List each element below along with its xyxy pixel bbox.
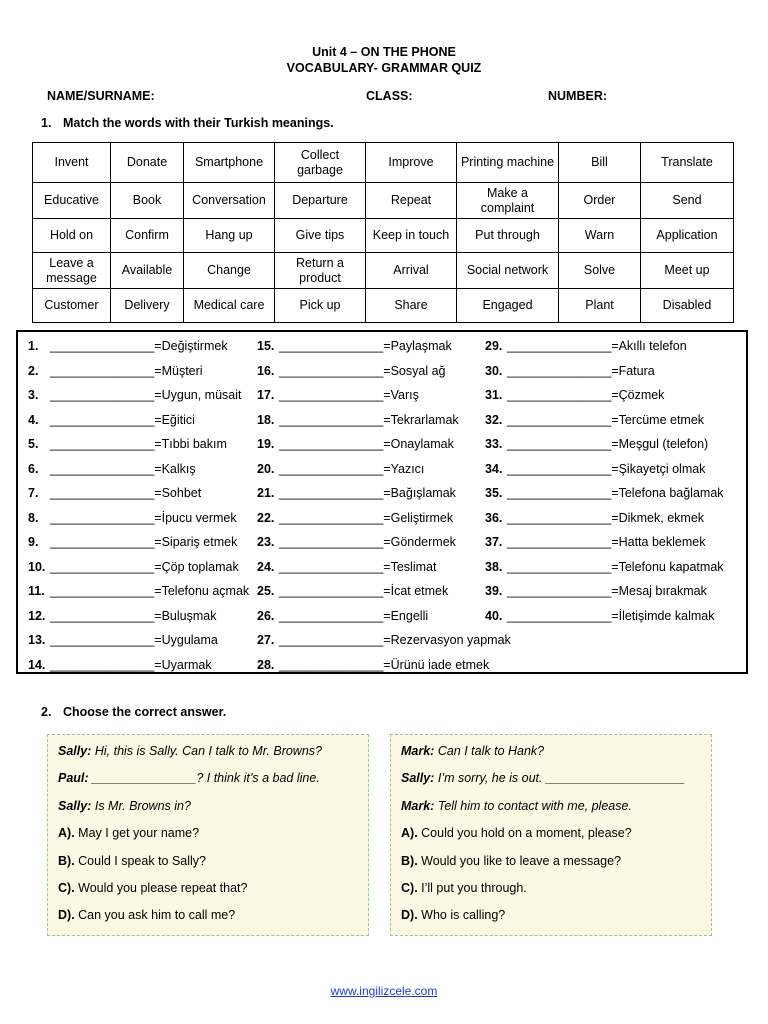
word-cell: Share <box>366 289 457 323</box>
word-cell: Printing machine <box>457 143 559 183</box>
answer-item <box>257 655 511 680</box>
answer-column-3 <box>485 336 724 630</box>
answer-blank[interactable]: _______________= <box>50 486 162 500</box>
word-cell: Meet up <box>641 253 734 289</box>
answer-option[interactable] <box>401 876 711 903</box>
dialog-line <box>58 739 368 766</box>
option-label: D). <box>58 908 75 923</box>
word-cell: Educative <box>33 183 111 219</box>
answer-number: 35. <box>485 486 503 500</box>
answer-number: 29. <box>485 339 503 353</box>
answer-column-1 <box>28 336 249 679</box>
speaker-name: Mark: <box>401 798 435 813</box>
word-cell: Customer <box>33 289 111 323</box>
answer-number: 4. <box>28 412 39 427</box>
question-2-number: 2. <box>41 705 52 719</box>
answer-item <box>28 606 249 631</box>
answer-blank[interactable]: _______________= <box>507 363 619 378</box>
answer-blank[interactable]: _______________= <box>279 412 391 427</box>
turkish-meaning: Telefonu kapatmak <box>618 559 724 574</box>
answer-item <box>485 557 724 582</box>
answer-blank[interactable]: _______________= <box>50 559 162 574</box>
turkish-meaning: Paylaşmak <box>390 339 452 353</box>
answer-item <box>257 581 511 606</box>
word-cell: Keep in touch <box>366 219 457 253</box>
name-surname-label: NAME/SURNAME: <box>47 89 155 103</box>
option-text: Would you like to leave a message? <box>421 853 622 868</box>
answer-number: 40. <box>485 608 503 623</box>
answer-blank[interactable]: _______________= <box>50 510 162 525</box>
word-cell: Put through <box>457 219 559 253</box>
word-cell: Conversation <box>184 183 275 219</box>
answer-blank[interactable]: _______________= <box>279 339 391 353</box>
answer-column-2 <box>257 336 511 679</box>
word-cell: Application <box>641 219 734 253</box>
answer-number: 24. <box>257 559 275 574</box>
answer-number: 33. <box>485 437 503 451</box>
dialog-text: I’m sorry, he is out. ____________________ <box>437 771 686 786</box>
vocabulary-word-table <box>32 142 734 323</box>
turkish-meaning: Varış <box>390 388 419 402</box>
answer-item <box>485 483 724 508</box>
answer-number: 23. <box>257 535 275 549</box>
turkish-meaning: Geliştirmek <box>390 510 454 525</box>
dialog-line <box>401 794 711 821</box>
answer-item <box>28 557 249 582</box>
option-text: May I get your name? <box>78 826 200 841</box>
turkish-meaning: Çözmek <box>618 388 665 402</box>
turkish-meaning: Müşteri <box>161 363 203 378</box>
word-cell: Repeat <box>366 183 457 219</box>
word-cell: Warn <box>559 219 641 253</box>
answer-item <box>485 410 724 435</box>
answer-number: 2. <box>28 363 39 378</box>
turkish-meaning: Fatura <box>618 363 655 378</box>
turkish-meaning: Uygulama <box>161 633 218 647</box>
answer-option[interactable] <box>58 876 368 903</box>
answer-number: 8. <box>28 510 39 525</box>
answer-item <box>485 361 724 386</box>
option-text: Would you please repeat that? <box>78 880 248 895</box>
speaker-name: Mark: <box>401 744 435 758</box>
answer-number: 37. <box>485 535 503 549</box>
answer-item <box>257 483 511 508</box>
word-cell: Change <box>184 253 275 289</box>
word-cell: Smartphone <box>184 143 275 183</box>
turkish-meaning: İletişimde kalmak <box>618 608 715 623</box>
answer-number: 1. <box>28 339 39 353</box>
dialog-text: _______________? I think it’s a bad line. <box>92 771 320 786</box>
turkish-meaning: Bağışlamak <box>390 486 456 500</box>
answer-blank[interactable]: _______________= <box>507 608 619 623</box>
turkish-meaning: Dikmek, ekmek <box>618 510 705 525</box>
answer-item <box>28 532 249 557</box>
word-table-row <box>33 219 734 253</box>
answer-item <box>485 532 724 557</box>
website-link[interactable]: www.ingilizcele.com <box>330 984 438 998</box>
turkish-meaning: Eğitici <box>161 412 195 427</box>
option-label: D). <box>401 908 418 923</box>
dialog-line <box>58 766 368 793</box>
answer-blank[interactable]: _______________= <box>50 608 162 623</box>
speaker-name: Sally: <box>58 798 92 813</box>
speaker-name: Paul: <box>58 771 89 786</box>
answer-item <box>485 581 724 606</box>
answer-item <box>257 459 511 484</box>
answer-blank[interactable]: _______________= <box>279 461 391 476</box>
dialog-text: Is Mr. Browns in? <box>94 798 191 813</box>
answer-blank[interactable]: _______________= <box>50 657 162 672</box>
answer-item <box>257 434 511 459</box>
answer-option[interactable] <box>58 821 368 848</box>
answer-number: 20. <box>257 461 275 476</box>
answer-blank[interactable]: _______________= <box>507 461 619 476</box>
answer-blank[interactable]: _______________= <box>279 535 391 549</box>
answer-number: 18. <box>257 412 275 427</box>
option-text: Who is calling? <box>421 908 506 923</box>
answer-number: 15. <box>257 339 275 353</box>
answer-item <box>485 434 724 459</box>
quiz-title-subtitle: VOCABULARY- GRAMMAR QUIZ <box>286 61 482 75</box>
turkish-meaning: Yazıcı <box>390 461 425 476</box>
turkish-meaning: Tıbbi bakım <box>161 437 227 451</box>
answer-blank[interactable]: _______________= <box>279 486 391 500</box>
answer-item <box>28 655 249 680</box>
answer-blank[interactable]: _______________= <box>279 437 391 451</box>
answer-blank[interactable]: _______________= <box>50 461 162 476</box>
question-2-text: Choose the correct answer. <box>63 705 227 719</box>
answer-item <box>28 508 249 533</box>
word-cell: Book <box>111 183 184 219</box>
word-table-row <box>33 183 734 219</box>
turkish-meaning: Engelli <box>390 608 429 623</box>
answer-blank[interactable]: _______________= <box>507 535 619 549</box>
answer-item <box>28 630 249 655</box>
word-table-row <box>33 253 734 289</box>
turkish-meaning: Kalkış <box>161 461 196 476</box>
answer-number: 13. <box>28 633 46 647</box>
answer-blank[interactable]: _______________= <box>279 363 391 378</box>
answer-number: 14. <box>28 657 46 672</box>
answer-blank[interactable]: _______________= <box>507 339 619 353</box>
answer-blank[interactable]: _______________= <box>507 388 619 402</box>
answer-blank[interactable]: _______________= <box>279 633 391 647</box>
answer-blank[interactable]: _______________= <box>507 559 619 574</box>
answer-item <box>28 410 249 435</box>
answer-item <box>28 361 249 386</box>
word-cell: Improve <box>366 143 457 183</box>
word-cell: Delivery <box>111 289 184 323</box>
answer-item <box>485 508 724 533</box>
answer-number: 16. <box>257 363 275 378</box>
answer-blank[interactable]: _______________= <box>50 535 162 549</box>
turkish-meaning: Sosyal ağ <box>390 363 446 378</box>
answer-number: 19. <box>257 437 275 451</box>
answer-blank[interactable]: _______________= <box>50 412 162 427</box>
answer-blank[interactable]: _______________= <box>279 584 391 598</box>
option-text: Could I speak to Sally? <box>78 853 207 868</box>
answer-blank[interactable]: _______________= <box>279 388 391 402</box>
turkish-meaning: Değiştirmek <box>161 339 228 353</box>
option-label: B). <box>58 853 75 868</box>
turkish-meaning: Hatta beklemek <box>618 535 706 549</box>
answer-item <box>257 532 511 557</box>
answer-item <box>257 606 511 631</box>
turkish-meaning: Tekrarlamak <box>390 412 459 427</box>
dialog-line <box>58 794 368 821</box>
answer-blank[interactable]: _______________= <box>507 412 619 427</box>
answer-item <box>485 606 724 631</box>
answer-item <box>257 361 511 386</box>
answer-blank[interactable]: _______________= <box>279 608 391 623</box>
answer-number: 21. <box>257 486 275 500</box>
answer-item <box>485 385 724 410</box>
option-label: B). <box>401 853 418 868</box>
word-cell: Order <box>559 183 641 219</box>
word-cell: Give tips <box>275 219 366 253</box>
answer-number: 26. <box>257 608 275 623</box>
answer-number: 30. <box>485 363 503 378</box>
answer-item <box>485 459 724 484</box>
option-text: Could you hold on a moment, please? <box>421 826 632 841</box>
answer-item <box>28 336 249 361</box>
answer-item <box>485 336 724 361</box>
answer-number: 32. <box>485 412 503 427</box>
answer-number: 25. <box>257 584 275 598</box>
matching-answer-box <box>16 330 748 674</box>
word-cell: Invent <box>33 143 111 183</box>
answer-blank[interactable]: _______________= <box>507 584 619 598</box>
answer-item <box>28 385 249 410</box>
word-cell: Pick up <box>275 289 366 323</box>
answer-blank[interactable]: _______________= <box>50 633 162 647</box>
turkish-meaning: Uygun, müsait <box>161 388 242 402</box>
answer-blank[interactable]: _______________= <box>279 510 391 525</box>
answer-item <box>257 336 511 361</box>
word-table-row <box>33 289 734 323</box>
turkish-meaning: Uyarmak <box>161 657 212 672</box>
turkish-meaning: Çöp toplamak <box>161 559 239 574</box>
answer-blank[interactable]: _______________= <box>50 363 162 378</box>
answer-blank[interactable]: _______________= <box>50 437 162 451</box>
turkish-meaning: Ürünü iade etmek <box>390 657 490 672</box>
turkish-meaning: Rezervasyon yapmak <box>390 633 511 647</box>
answer-item <box>28 483 249 508</box>
answer-item <box>28 581 249 606</box>
word-cell: Available <box>111 253 184 289</box>
word-cell: Hold on <box>33 219 111 253</box>
answer-item <box>257 630 511 655</box>
word-cell: Engaged <box>457 289 559 323</box>
answer-item <box>257 410 511 435</box>
turkish-meaning: Tercüme etmek <box>618 412 705 427</box>
option-label: A). <box>58 826 75 841</box>
turkish-meaning: Göndermek <box>390 535 456 549</box>
answer-option[interactable] <box>401 849 711 876</box>
speaker-name: Sally: <box>58 744 92 758</box>
dialog-text: Tell him to contact with me, please. <box>437 798 632 813</box>
answer-blank[interactable]: _______________= <box>507 510 619 525</box>
question-1-text: Match the words with their Turkish meanings. <box>63 116 334 130</box>
answer-number: 28. <box>257 657 275 672</box>
answer-number: 9. <box>28 535 39 549</box>
option-label: C). <box>401 880 418 895</box>
answer-blank[interactable]: _______________= <box>50 388 162 402</box>
question-2-heading <box>41 705 226 719</box>
word-cell: Make a complaint <box>457 183 559 219</box>
option-text: I’ll put you through. <box>421 880 527 895</box>
turkish-meaning: Onaylamak <box>390 437 454 451</box>
option-label: C). <box>58 880 75 895</box>
turkish-meaning: Sipariş etmek <box>161 535 238 549</box>
answer-number: 7. <box>28 486 39 500</box>
dialog-text: Hi, this is Sally. Can I talk to Mr. Browns? <box>94 744 322 758</box>
quiz-title-unit: Unit 4 – ON THE PHONE <box>312 45 456 59</box>
turkish-meaning: Telefona bağlamak <box>618 486 724 500</box>
answer-blank[interactable]: _______________= <box>279 657 391 672</box>
word-cell: Social network <box>457 253 559 289</box>
answer-number: 10. <box>28 559 46 574</box>
footer <box>0 984 768 998</box>
answer-number: 34. <box>485 461 503 476</box>
dialog-text: Can I talk to Hank? <box>437 744 545 758</box>
word-cell: Translate <box>641 143 734 183</box>
turkish-meaning: Meşgul (telefon) <box>618 437 709 451</box>
turkish-meaning: Mesaj bırakmak <box>618 584 707 598</box>
answer-number: 11. <box>28 584 45 598</box>
answer-number: 3. <box>28 388 39 402</box>
answer-number: 12. <box>28 608 46 623</box>
answer-number: 22. <box>257 510 275 525</box>
answer-number: 6. <box>28 461 39 476</box>
word-cell: Send <box>641 183 734 219</box>
answer-item <box>28 434 249 459</box>
answer-number: 39. <box>485 584 503 598</box>
option-text: Can you ask him to call me? <box>78 908 236 923</box>
dialog-box-2 <box>390 734 712 936</box>
answer-item <box>257 557 511 582</box>
word-cell: Confirm <box>111 219 184 253</box>
dialog-box-1 <box>47 734 369 936</box>
word-cell: Plant <box>559 289 641 323</box>
question-1-heading <box>41 116 334 130</box>
turkish-meaning: Şikayetçi olmak <box>618 461 706 476</box>
word-cell: Departure <box>275 183 366 219</box>
number-label: NUMBER: <box>548 89 608 103</box>
word-table-row <box>33 143 734 183</box>
word-cell: Solve <box>559 253 641 289</box>
speaker-name: Sally: <box>401 771 435 786</box>
answer-item <box>28 459 249 484</box>
answer-item <box>257 508 511 533</box>
dialog-line <box>401 739 711 766</box>
answer-number: 38. <box>485 559 503 574</box>
class-label: CLASS: <box>366 89 413 103</box>
turkish-meaning: İpucu vermek <box>161 510 237 525</box>
turkish-meaning: Sohbet <box>161 486 202 500</box>
turkish-meaning: İcat etmek <box>390 584 449 598</box>
answer-blank[interactable]: _______________= <box>507 486 619 500</box>
turkish-meaning: Teslimat <box>390 559 437 574</box>
question-1-number: 1. <box>41 116 52 130</box>
word-cell: Medical care <box>184 289 275 323</box>
answer-blank[interactable]: _______________= <box>50 584 162 598</box>
answer-blank[interactable]: _______________= <box>507 437 619 451</box>
turkish-meaning: Telefonu açmak <box>161 584 250 598</box>
turkish-meaning: Buluşmak <box>161 608 217 623</box>
answer-number: 17. <box>257 388 275 402</box>
dialog-line <box>401 766 711 793</box>
answer-option[interactable] <box>58 903 368 930</box>
answer-option[interactable] <box>401 821 711 848</box>
word-cell: Bill <box>559 143 641 183</box>
answer-number: 31. <box>485 388 503 402</box>
word-cell: Donate <box>111 143 184 183</box>
word-cell: Hang up <box>184 219 275 253</box>
answer-blank[interactable]: _______________= <box>279 559 391 574</box>
word-cell: Return a product <box>275 253 366 289</box>
answer-option[interactable] <box>401 903 711 930</box>
answer-option[interactable] <box>58 849 368 876</box>
word-cell: Leave a message <box>33 253 111 289</box>
word-cell: Arrival <box>366 253 457 289</box>
word-cell: Disabled <box>641 289 734 323</box>
option-label: A). <box>401 826 418 841</box>
answer-number: 5. <box>28 437 39 451</box>
answer-blank[interactable]: _______________= <box>50 339 162 353</box>
answer-number: 36. <box>485 510 503 525</box>
answer-item <box>257 385 511 410</box>
answer-number: 27. <box>257 633 275 647</box>
word-cell: Collect garbage <box>275 143 366 183</box>
turkish-meaning: Akıllı telefon <box>618 339 687 353</box>
